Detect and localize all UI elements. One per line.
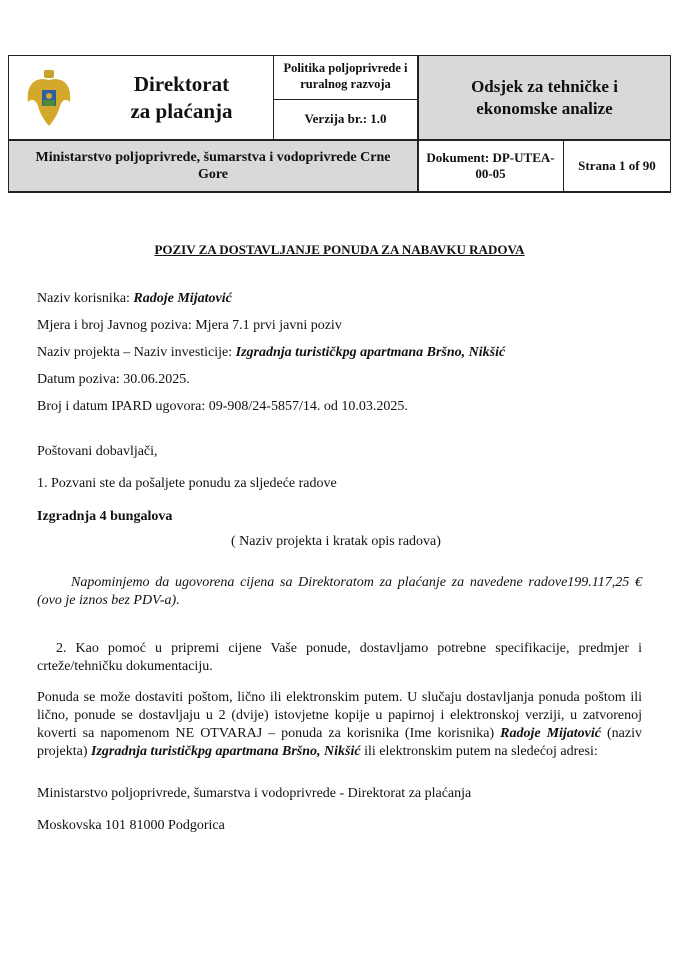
price-note: Napominjemo da ugovorena cijena sa Direktoratom za plaćanje za navedene radove199.117,25 € (ovo je iznos bez PDV-a). xyxy=(37,575,642,608)
eagle-emblem-icon xyxy=(24,68,74,128)
beneficiary-line xyxy=(37,291,232,307)
policy-cell xyxy=(273,55,418,99)
label: Naziv projekta – Naziv investicije: xyxy=(37,345,236,360)
policy-text: Politika poljoprivrede i ruralnog razvoja xyxy=(283,61,408,91)
date-line: Datum poziva: 30.06.2025. xyxy=(37,372,190,387)
item-1: 1. Pozvani ste da pošaljete ponudu za sljedeće radove xyxy=(37,476,337,491)
text: ili elektronskim putem na sledećoj adresi: xyxy=(360,744,598,759)
address-line-2: Moskovska 101 81000 Podgorica xyxy=(37,818,225,833)
org-title: Direktorat za plaćanja xyxy=(130,72,233,123)
measure-line: Mjera i broj Javnog poziva: Mjera 7.1 prvi javni poziv xyxy=(37,318,342,333)
text: (naziv projekta) xyxy=(37,726,642,759)
document-text: Dokument: DP-UTEA-00-05 xyxy=(426,149,555,181)
delivery-paragraph xyxy=(37,689,642,761)
contract-line: Broj i datum IPARD ugovora: 09-908/24-5857/14. od 10.03.2025. xyxy=(37,399,408,414)
ministry-cell xyxy=(8,140,418,192)
text: Ponuda se može dostaviti poštom, lično ili elektronskim putem. U slučaju dostavljanja ponuda poštom ili lično, ponude se dostavljaju u 2 (dvije) istovjetne kopije u papirnoj i elektronskoj verziji, u zatvorenoj koverti sa napomenom NE OTVARAJ – ponuda za korisnika (Ime korisnika) xyxy=(37,690,642,741)
address-line-1: Ministarstvo poljoprivrede, šumarstva i vodoprivrede - Direktorat za plaćanja xyxy=(37,786,472,801)
greeting: Poštovani dobavljači, xyxy=(37,444,158,459)
org-title-cell xyxy=(90,55,273,140)
department-text: Odsjek za tehničke i ekonomske analize xyxy=(471,77,618,118)
document-title: POZIV ZA DOSTAVLJANJE PONUDA ZA NABAVKU RADOVA xyxy=(154,242,525,257)
beneficiary-name: Radoje Mijatović xyxy=(500,726,602,741)
version-cell xyxy=(273,99,418,140)
item-2: 2. Kao pomoć u pripremi cijene Vaše ponude, dostavljamo potrebne specifikacije, predmjer i crteže/tehničku dokumentaciju. xyxy=(37,641,642,674)
works-title: Izgradnja 4 bungalova xyxy=(37,509,173,524)
ministry-text: Ministarstvo poljoprivrede, šumarstva i vodoprivrede Crne Gore xyxy=(35,149,391,182)
works-note: ( Naziv projekta i kratak opis radova) xyxy=(231,534,441,549)
project-name: Izgradnja turističkpg apartmana Bršno, Nikšić xyxy=(235,345,506,360)
project-line xyxy=(37,345,505,361)
label: Naziv korisnika: xyxy=(37,291,134,306)
beneficiary-name: Radoje Mijatović xyxy=(133,291,232,306)
page-number: Strana 1 of 90 xyxy=(578,157,656,173)
page-cell xyxy=(563,140,671,192)
version-text: Verzija br.: 1.0 xyxy=(304,111,387,127)
document-cell xyxy=(418,140,563,192)
project-name: Izgradnja turističkpg apartmana Bršno, Nikšić xyxy=(91,744,361,759)
coat-of-arms-logo xyxy=(24,68,74,133)
department-cell xyxy=(418,55,671,140)
